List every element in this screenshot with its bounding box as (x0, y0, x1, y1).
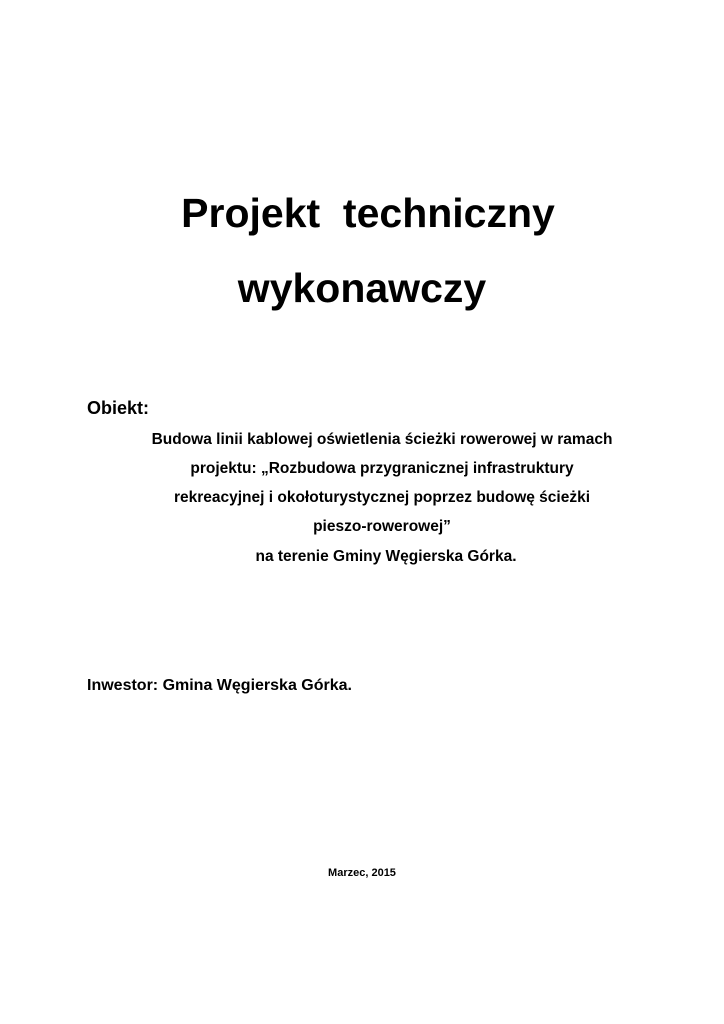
object-label: Obiekt: (87, 398, 150, 418)
document-title-line-2: wykonawczy (237, 265, 487, 311)
object-description-line: pieszo-rowerowej” (313, 518, 451, 535)
object-description-line: Budowa linii kablowej oświetlenia ścieżki rowerowej w ramach (151, 431, 613, 448)
object-description-line: projektu: „Rozbudowa przygranicznej infrastruktury (190, 460, 574, 477)
document-date: Marzec, 2015 (328, 867, 396, 879)
object-description-line: rekreacyjnej i okołoturystycznej poprzez budowę ścieżki (173, 489, 591, 506)
investor-line: Inwestor: Gmina Węgierska Górka. (87, 677, 352, 694)
object-description-line: na terenie Gminy Węgierska Górka. (255, 548, 517, 565)
document-title-line-1: Projekt techniczny (181, 190, 555, 236)
